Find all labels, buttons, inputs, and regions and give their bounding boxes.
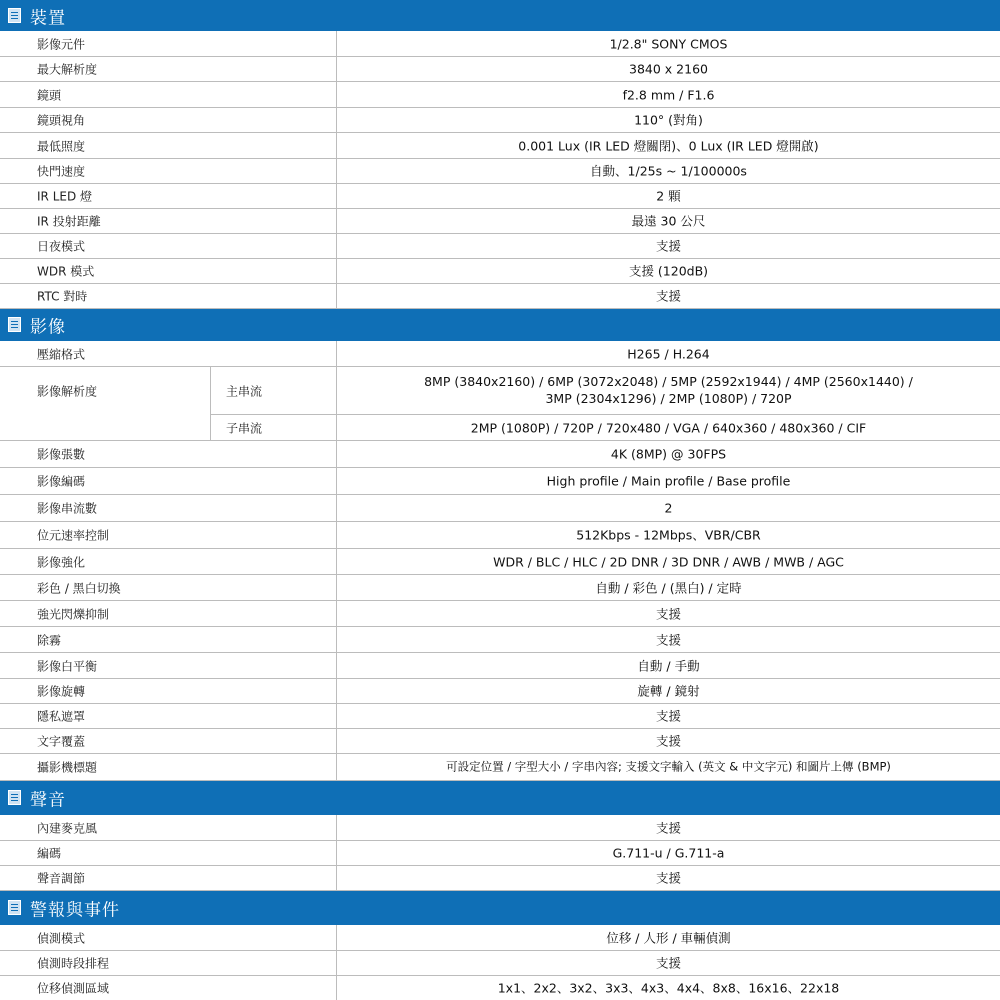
- section-title: 影像: [30, 317, 66, 338]
- spec-row: [0, 209, 1000, 234]
- spec-value: G.711-u / G.711-a: [612, 845, 725, 861]
- spec-value: 支援: [655, 606, 681, 621]
- spec-label: 編碼: [37, 846, 62, 861]
- spec-row: [0, 841, 1000, 866]
- spec-value: 2 顆: [656, 188, 681, 204]
- column-divider: [336, 815, 337, 891]
- spec-row: [0, 133, 1000, 159]
- column-divider: [336, 925, 337, 1000]
- spec-row: [0, 601, 1000, 627]
- spec-row: [0, 31, 1000, 57]
- section-header-device: [0, 0, 1000, 31]
- resolution-row: [0, 367, 1000, 441]
- spec-sublabel: 主串流: [226, 384, 263, 398]
- sub-stream-row: [210, 415, 1000, 441]
- column-divider: [336, 31, 337, 309]
- spec-label: 壓縮格式: [37, 347, 86, 361]
- spec-label: 彩色 / 黑白切換: [37, 581, 121, 595]
- spec-value: 支援: [655, 708, 681, 724]
- spec-value: 512Kbps - 12Mbps、VBR/CBR: [576, 527, 761, 543]
- spec-value: 0.001 Lux (IR LED 燈關閉)、0 Lux (IR LED 燈開啟): [518, 138, 819, 153]
- spec-label: 隱私遮罩: [37, 709, 86, 724]
- spec-row: [0, 679, 1000, 704]
- section-title: 警報與事件: [30, 900, 120, 921]
- spec-row: [0, 729, 1000, 754]
- spec-label: 攝影機標題: [37, 760, 98, 775]
- section-header-video: [0, 309, 1000, 341]
- spec-label: 最大解析度: [37, 62, 98, 77]
- spec-row: [0, 284, 1000, 309]
- spec-value: 自動 / 手動: [637, 658, 700, 673]
- spec-label: 強光閃爍抑制: [37, 607, 110, 621]
- spec-row: [0, 866, 1000, 891]
- section-header-alarm: [0, 891, 1000, 925]
- spec-value: 支援: [655, 955, 681, 971]
- spec-row: [0, 184, 1000, 209]
- spec-value: 自動 / 彩色 / (黑白) / 定時: [595, 580, 742, 595]
- spec-row: [0, 549, 1000, 575]
- spec-label: 影像串流數: [37, 501, 98, 516]
- spec-row: [0, 754, 1000, 781]
- spec-row: [0, 522, 1000, 549]
- spec-value: 支援: [655, 870, 681, 886]
- spec-row: [0, 976, 1000, 1000]
- spec-value: 支援: [655, 238, 681, 254]
- spec-label: IR LED 燈: [37, 189, 93, 204]
- spec-value: 110° (對角): [634, 112, 703, 128]
- spec-value: 2: [664, 500, 673, 516]
- spec-row: [0, 925, 1000, 951]
- spec-row: [0, 627, 1000, 653]
- spec-label: 內建麥克風: [37, 821, 98, 835]
- column-divider: [210, 367, 211, 441]
- spec-row: [0, 653, 1000, 679]
- spec-value: 可設定位置 / 字型大小 / 字串內容; 支援文字輸入 (英文 & 中文字元) 和圖片上傳 (BMP): [446, 759, 891, 774]
- spec-row: [0, 441, 1000, 468]
- spec-label: 最低照度: [37, 139, 86, 153]
- spec-value: 1x1、2x2、3x2、3x3、4x3、4x4、8x8、16x16、22x18: [497, 980, 840, 996]
- spec-row: [0, 108, 1000, 133]
- spec-label: 日夜模式: [37, 239, 86, 254]
- spec-label: 影像解析度: [37, 384, 98, 399]
- spec-value: 4K (8MP) @ 30FPS: [610, 446, 727, 462]
- spec-label: 影像元件: [37, 37, 86, 51]
- spec-label: 影像編碼: [37, 474, 86, 489]
- sub-stream-value: 2MP (1080P) / 720P / 720x480 / VGA / 640x360 / 480x360 / CIF: [470, 420, 867, 436]
- spec-label: 位元速率控制: [37, 528, 110, 543]
- spec-label: 影像白平衡: [37, 659, 98, 673]
- spec-label: 快門速度: [37, 164, 86, 179]
- section-header-audio: [0, 781, 1000, 815]
- spec-value: 1/2.8" SONY CMOS: [609, 36, 728, 51]
- spec-sublabel: 子串流: [226, 421, 263, 436]
- spec-value: 3840 x 2160: [629, 61, 708, 77]
- spec-label: IR 投射距離: [37, 214, 101, 229]
- main-stream-line: 3MP (2304x1296) / 2MP (1080P) / 720P: [545, 391, 792, 406]
- spec-label: 除霧: [37, 633, 62, 647]
- spec-row: [0, 341, 1000, 367]
- spec-label: 鏡頭: [37, 88, 62, 102]
- spec-value: WDR / BLC / HLC / 2D DNR / 3D DNR / AWB / MWB / AGC: [493, 554, 844, 569]
- spec-value: 自動、1/25s ~ 1/100000s: [590, 163, 747, 179]
- spec-value: High profile / Main profile / Base profile: [546, 473, 791, 489]
- spec-value: 支援: [655, 820, 681, 835]
- spec-label: RTC 對時: [37, 289, 88, 304]
- main-stream-line: 8MP (3840x2160) / 6MP (3072x2048) / 5MP (2592x1944) / 4MP (2560x1440) /: [424, 374, 913, 389]
- spec-row: [0, 575, 1000, 601]
- spec-value: 支援: [655, 288, 681, 304]
- main-stream-row: [210, 367, 1000, 414]
- spec-value: 旋轉 / 鏡射: [637, 683, 700, 699]
- spec-value: 位移 / 人形 / 車輛偵測: [606, 930, 731, 945]
- spec-label: WDR 模式: [37, 264, 95, 279]
- spec-row: [0, 704, 1000, 729]
- spec-value: 支援: [655, 632, 681, 647]
- list-icon: [8, 8, 21, 23]
- section-title: 聲音: [30, 790, 66, 811]
- spec-row: [0, 259, 1000, 284]
- spec-label: 鏡頭視角: [37, 113, 86, 128]
- main-stream-value: [337, 373, 1000, 407]
- spec-value: H265 / H.264: [627, 346, 710, 361]
- spec-label: 位移偵測區域: [37, 981, 110, 996]
- column-divider: [336, 341, 337, 781]
- spec-row: [0, 951, 1000, 976]
- spec-value: 最遠 30 公尺: [631, 213, 706, 229]
- spec-label: 文字覆蓋: [37, 734, 86, 749]
- list-icon: [8, 900, 21, 915]
- spec-row: [0, 234, 1000, 259]
- spec-value: 支援: [655, 733, 681, 749]
- spec-value: f2.8 mm / F1.6: [622, 87, 715, 102]
- spec-row: [0, 82, 1000, 108]
- section-title: 裝置: [30, 8, 66, 28]
- spec-row: [0, 159, 1000, 184]
- spec-row: [0, 57, 1000, 82]
- spec-label: 影像張數: [37, 447, 86, 462]
- spec-label: 影像強化: [37, 555, 86, 569]
- spec-row: [0, 468, 1000, 495]
- list-icon: [8, 790, 21, 805]
- spec-value: 支援 (120dB): [628, 263, 709, 279]
- spec-row: [0, 495, 1000, 522]
- list-icon: [8, 317, 21, 332]
- spec-row: [0, 815, 1000, 841]
- spec-label: 影像旋轉: [37, 684, 86, 699]
- spec-label: 聲音調節: [37, 871, 86, 886]
- spec-label: 偵測時段排程: [37, 956, 110, 971]
- spec-label: 偵測模式: [37, 931, 86, 945]
